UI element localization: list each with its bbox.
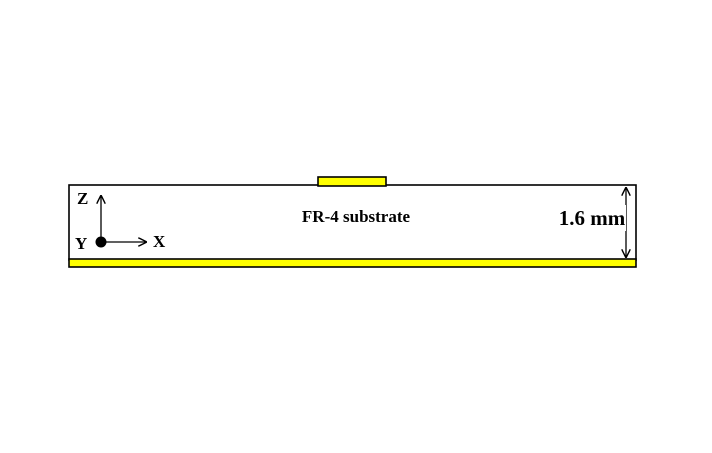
y-axis-label: Y (75, 234, 88, 253)
substrate-label: FR-4 substrate (301, 207, 411, 226)
ground-plane (69, 259, 636, 267)
top-conductor-patch (318, 177, 386, 186)
thickness-label: 1.6 mm (558, 206, 626, 230)
x-axis-label: X (153, 232, 166, 251)
y-axis-out-of-plane-dot (96, 237, 107, 248)
z-axis-label: Z (77, 189, 89, 208)
